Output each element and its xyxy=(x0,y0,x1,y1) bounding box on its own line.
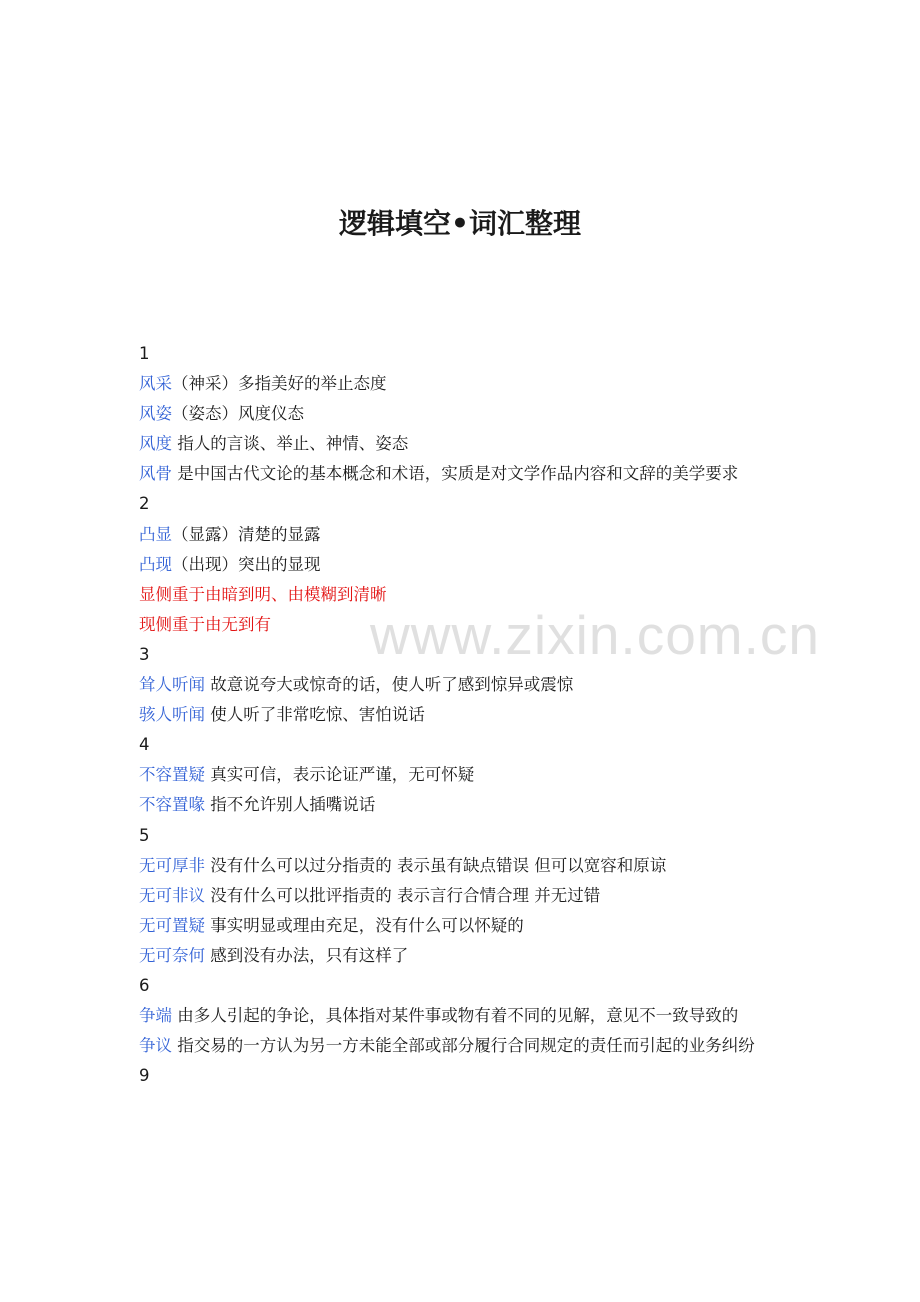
vocab-definition: （神采）多指美好的举止态度 xyxy=(172,374,387,394)
vocab-term: 无可厚非 xyxy=(139,855,205,875)
section-number: 9 xyxy=(139,1066,150,1086)
vocab-term: 无可置疑 xyxy=(139,915,205,935)
vocab-definition: 指人的言谈、举止、神情、姿态 xyxy=(172,434,409,454)
vocab-entry xyxy=(139,520,789,550)
vocab-entry xyxy=(139,1031,789,1061)
vocab-term: 争议 xyxy=(139,1036,172,1056)
usage-note: 现侧重于由无到有 xyxy=(139,614,271,634)
vocab-term: 风采 xyxy=(139,374,172,394)
vocab-definition: 没有什么可以过分指责的 表示虽有缺点错误 但可以宽容和原谅 xyxy=(205,855,667,875)
vocab-definition: 感到没有办法，只有这样了 xyxy=(205,945,409,965)
vocab-term: 不容置喙 xyxy=(139,795,205,815)
vocab-term: 无可奈何 xyxy=(139,945,205,965)
vocab-entry xyxy=(139,911,789,941)
vocab-entry xyxy=(139,459,789,489)
vocab-definition: 指不允许别人插嘴说话 xyxy=(205,795,376,815)
page-title: 逻辑填空•词汇整理 xyxy=(339,207,581,240)
vocab-entry xyxy=(139,941,789,971)
vocab-definition: 指交易的一方认为另一方未能全部或部分履行合同规定的责任而引起的业务纠纷 xyxy=(172,1036,755,1056)
vocab-entry xyxy=(139,369,789,399)
vocab-definition: 没有什么可以批评指责的 表示言行合情合理 并无过错 xyxy=(205,885,601,905)
vocab-entry xyxy=(139,790,789,820)
vocab-entry xyxy=(139,670,789,700)
vocab-definition: 是中国古代文论的基本概念和术语，实质是对文学作品内容和文辞的美学要求 xyxy=(172,464,739,484)
section-number: 1 xyxy=(139,344,150,363)
watermark: www.zixin.com.cn xyxy=(370,604,820,666)
vocab-term: 不容置疑 xyxy=(139,765,205,785)
vocab-entry xyxy=(139,550,789,580)
section-number: 5 xyxy=(139,825,150,845)
vocab-term: 无可非议 xyxy=(139,885,205,905)
vocab-entry xyxy=(139,1001,789,1031)
vocab-term: 骇人听闻 xyxy=(139,705,205,725)
vocab-definition: 由多人引起的争论，具体指对某件事或物有着不同的见解，意见不一致导致的 xyxy=(172,1006,739,1026)
vocab-entry xyxy=(139,851,789,881)
section-number: 2 xyxy=(139,494,150,514)
section-number: 6 xyxy=(139,975,150,995)
vocab-term: 凸显 xyxy=(139,524,172,544)
vocab-definition: 事实明显或理由充足，没有什么可以怀疑的 xyxy=(205,915,524,935)
vocab-definition: 故意说夸大或惊奇的话，使人听了感到惊异或震惊 xyxy=(205,675,574,695)
vocab-term: 凸现 xyxy=(139,554,172,574)
vocab-definition: （显露）清楚的显露 xyxy=(172,524,321,544)
usage-note: 显侧重于由暗到明、由模糊到清晰 xyxy=(139,584,387,604)
vocab-entry xyxy=(139,881,789,911)
vocabulary-list xyxy=(139,339,789,1091)
vocab-term: 争端 xyxy=(139,1006,172,1026)
vocab-term: 风姿 xyxy=(139,404,172,424)
vocab-definition: （出现）突出的显现 xyxy=(172,554,321,574)
vocab-entry xyxy=(139,760,789,790)
vocab-term: 风骨 xyxy=(139,464,172,484)
vocab-entry xyxy=(139,429,789,459)
vocab-definition: 使人听了非常吃惊、害怕说话 xyxy=(205,705,425,725)
section-number: 3 xyxy=(139,644,150,664)
vocab-term: 风度 xyxy=(139,434,172,454)
vocab-term: 耸人听闻 xyxy=(139,675,205,695)
section-number: 4 xyxy=(139,735,150,755)
vocab-definition: 真实可信，表示论证严谨，无可怀疑 xyxy=(205,765,475,785)
vocab-entry xyxy=(139,700,789,730)
vocab-definition: （姿态）风度仪态 xyxy=(172,404,304,424)
vocab-entry xyxy=(139,399,789,429)
